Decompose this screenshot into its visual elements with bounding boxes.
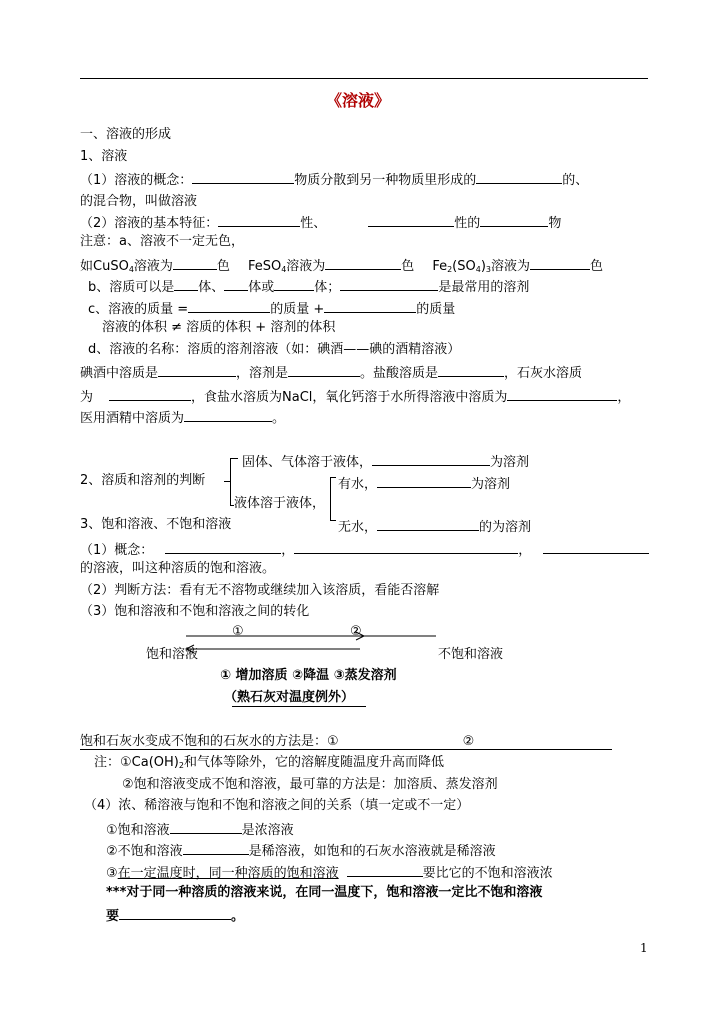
brace-inner bbox=[330, 477, 331, 521]
section-heading-3: 3、饱和溶液、不饱和溶液 bbox=[80, 517, 232, 532]
note-2: ②饱和溶液变成不饱和溶液，最可靠的方法是：加溶质、蒸发溶剂 bbox=[122, 777, 498, 792]
example-line-2: 为 ，食盐水溶质为NaCl，氧化钙溶于水所得溶液中溶质为 ， bbox=[80, 387, 630, 406]
blank bbox=[340, 277, 438, 291]
limewater-line: 饱和石灰水变成不饱和的石灰水的方法是：① ② bbox=[80, 734, 475, 749]
blank bbox=[274, 277, 314, 291]
color-line: 如CuSO$_4$溶液为 色 FeSO$_4$溶液为 色 $Fe_2(SO_4)_3$溶液为 色 bbox=[80, 256, 603, 275]
brace-outer-top bbox=[230, 458, 238, 459]
relation-3: ③在一定温度时，同一种溶质的饱和溶液 要比它的不饱和溶液浓 bbox=[106, 863, 553, 882]
circle-1: ① bbox=[232, 624, 244, 639]
blank bbox=[119, 906, 231, 920]
brace-outer bbox=[230, 458, 231, 506]
blank bbox=[192, 170, 294, 184]
blank bbox=[188, 299, 270, 313]
blank bbox=[476, 170, 562, 184]
blank bbox=[325, 256, 401, 270]
blank bbox=[109, 387, 191, 401]
page-number: 1 bbox=[640, 941, 648, 955]
judge-method: （2）判断方法：看有无不溶物或继续加入该溶质，看能否溶解 bbox=[80, 583, 440, 598]
unsaturated-label: 不饱和溶液 bbox=[438, 647, 504, 662]
blank bbox=[288, 363, 360, 377]
conversion-methods: ① 增加溶质 ②降温 ③蒸发溶剂 bbox=[220, 668, 397, 683]
blank bbox=[438, 363, 504, 377]
exception-underline bbox=[232, 706, 366, 707]
example-line-3: 医用酒精中溶质为 。 bbox=[80, 408, 285, 427]
emphasis-line-2: 要 。 bbox=[106, 906, 244, 925]
note-a: 注意：a、溶液不一定无色， bbox=[80, 234, 244, 249]
blank bbox=[224, 277, 248, 291]
relation-heading: （4）浓、稀溶液与饱和不饱和溶液之间的关系（填一定或不一定） bbox=[84, 798, 470, 813]
section-heading-1: 一、溶液的形成 bbox=[80, 127, 172, 142]
relation-2: ②不饱和溶液 是稀溶液，如饱和的石灰水溶液就是稀溶液 bbox=[106, 841, 496, 860]
blank bbox=[183, 841, 249, 855]
rule-liquid: 液体溶于液体， bbox=[234, 496, 326, 511]
blank bbox=[543, 540, 649, 554]
exception-note: （熟石灰对温度例外） bbox=[224, 690, 355, 705]
concept-line: （1）溶液的概念： 物质分散到另一种物质里形成的 的、 bbox=[80, 170, 588, 189]
brace-inner-bottom bbox=[330, 520, 336, 521]
blank bbox=[377, 474, 471, 488]
judge-label: 2、溶质和溶剂的判断 bbox=[80, 473, 206, 488]
blank bbox=[347, 863, 423, 877]
note-1: 注：$①Ca(OH)_2$和气体等除外，它的溶解度随温度升高而降低 bbox=[94, 755, 444, 770]
rule-with-water: 有水， 为溶剂 bbox=[338, 474, 510, 493]
blank bbox=[174, 277, 198, 291]
blank bbox=[507, 387, 617, 401]
circle-2: ② bbox=[350, 624, 362, 639]
feature-line: （2）溶液的基本特征： 性、 性的 物 bbox=[80, 213, 561, 232]
rule-no-water: 无水， 的为溶剂 bbox=[338, 517, 531, 536]
blank bbox=[218, 213, 300, 227]
concept-3-line: （1）概念： ， ， bbox=[80, 540, 649, 559]
blank bbox=[184, 408, 272, 422]
mass-line: c、溶液的质量 = 的质量 + 的质量 bbox=[88, 299, 455, 318]
brace-inner-top bbox=[330, 477, 336, 478]
blank bbox=[372, 452, 490, 466]
blank bbox=[173, 256, 217, 270]
rule-solid-gas: 固体、气体溶于液体， 为溶剂 bbox=[242, 452, 529, 471]
conversion-arrows bbox=[160, 630, 460, 654]
naming-line: d、溶液的名称：溶质的溶剂溶液（如：碘酒——碘的酒精溶液） bbox=[88, 342, 461, 357]
blank bbox=[158, 363, 236, 377]
concept-line-2: 的混合物，叫做溶液 bbox=[80, 194, 198, 209]
blank bbox=[377, 517, 479, 531]
limewater-underline bbox=[80, 749, 612, 750]
state-line: b、溶质可以是 体、 体或 体； 是最常用的溶剂 bbox=[88, 277, 529, 296]
blank bbox=[165, 540, 281, 554]
emphasis-line: ***对于同一种溶质的溶液来说，在同一温度下，饱和溶液一定比不饱和溶液 bbox=[106, 885, 543, 900]
sub-heading-solution: 1、溶液 bbox=[80, 149, 128, 164]
saturated-label: 饱和溶液 bbox=[146, 647, 199, 662]
blank bbox=[368, 213, 454, 227]
top-rule bbox=[80, 78, 648, 79]
page-title: 《溶液》 bbox=[326, 91, 391, 110]
blank bbox=[530, 256, 590, 270]
blank bbox=[170, 820, 242, 834]
blank bbox=[324, 299, 416, 313]
brace-outer-tip bbox=[224, 481, 230, 482]
relation-1: ①饱和溶液 是浓溶液 bbox=[106, 820, 294, 839]
concept-3-line-2: 的溶液，叫这种溶质的饱和溶液。 bbox=[80, 561, 276, 576]
blank bbox=[480, 213, 548, 227]
convert-heading: （3）饱和溶液和不饱和溶液之间的转化 bbox=[80, 604, 310, 619]
volume-line: 溶液的体积 ≠ 溶质的体积 + 溶剂的体积 bbox=[102, 320, 336, 335]
example-line-1: 碘酒中溶质是 ，溶剂是 。盐酸溶质是 ，石灰水溶质 bbox=[80, 363, 582, 382]
blank bbox=[294, 540, 518, 554]
